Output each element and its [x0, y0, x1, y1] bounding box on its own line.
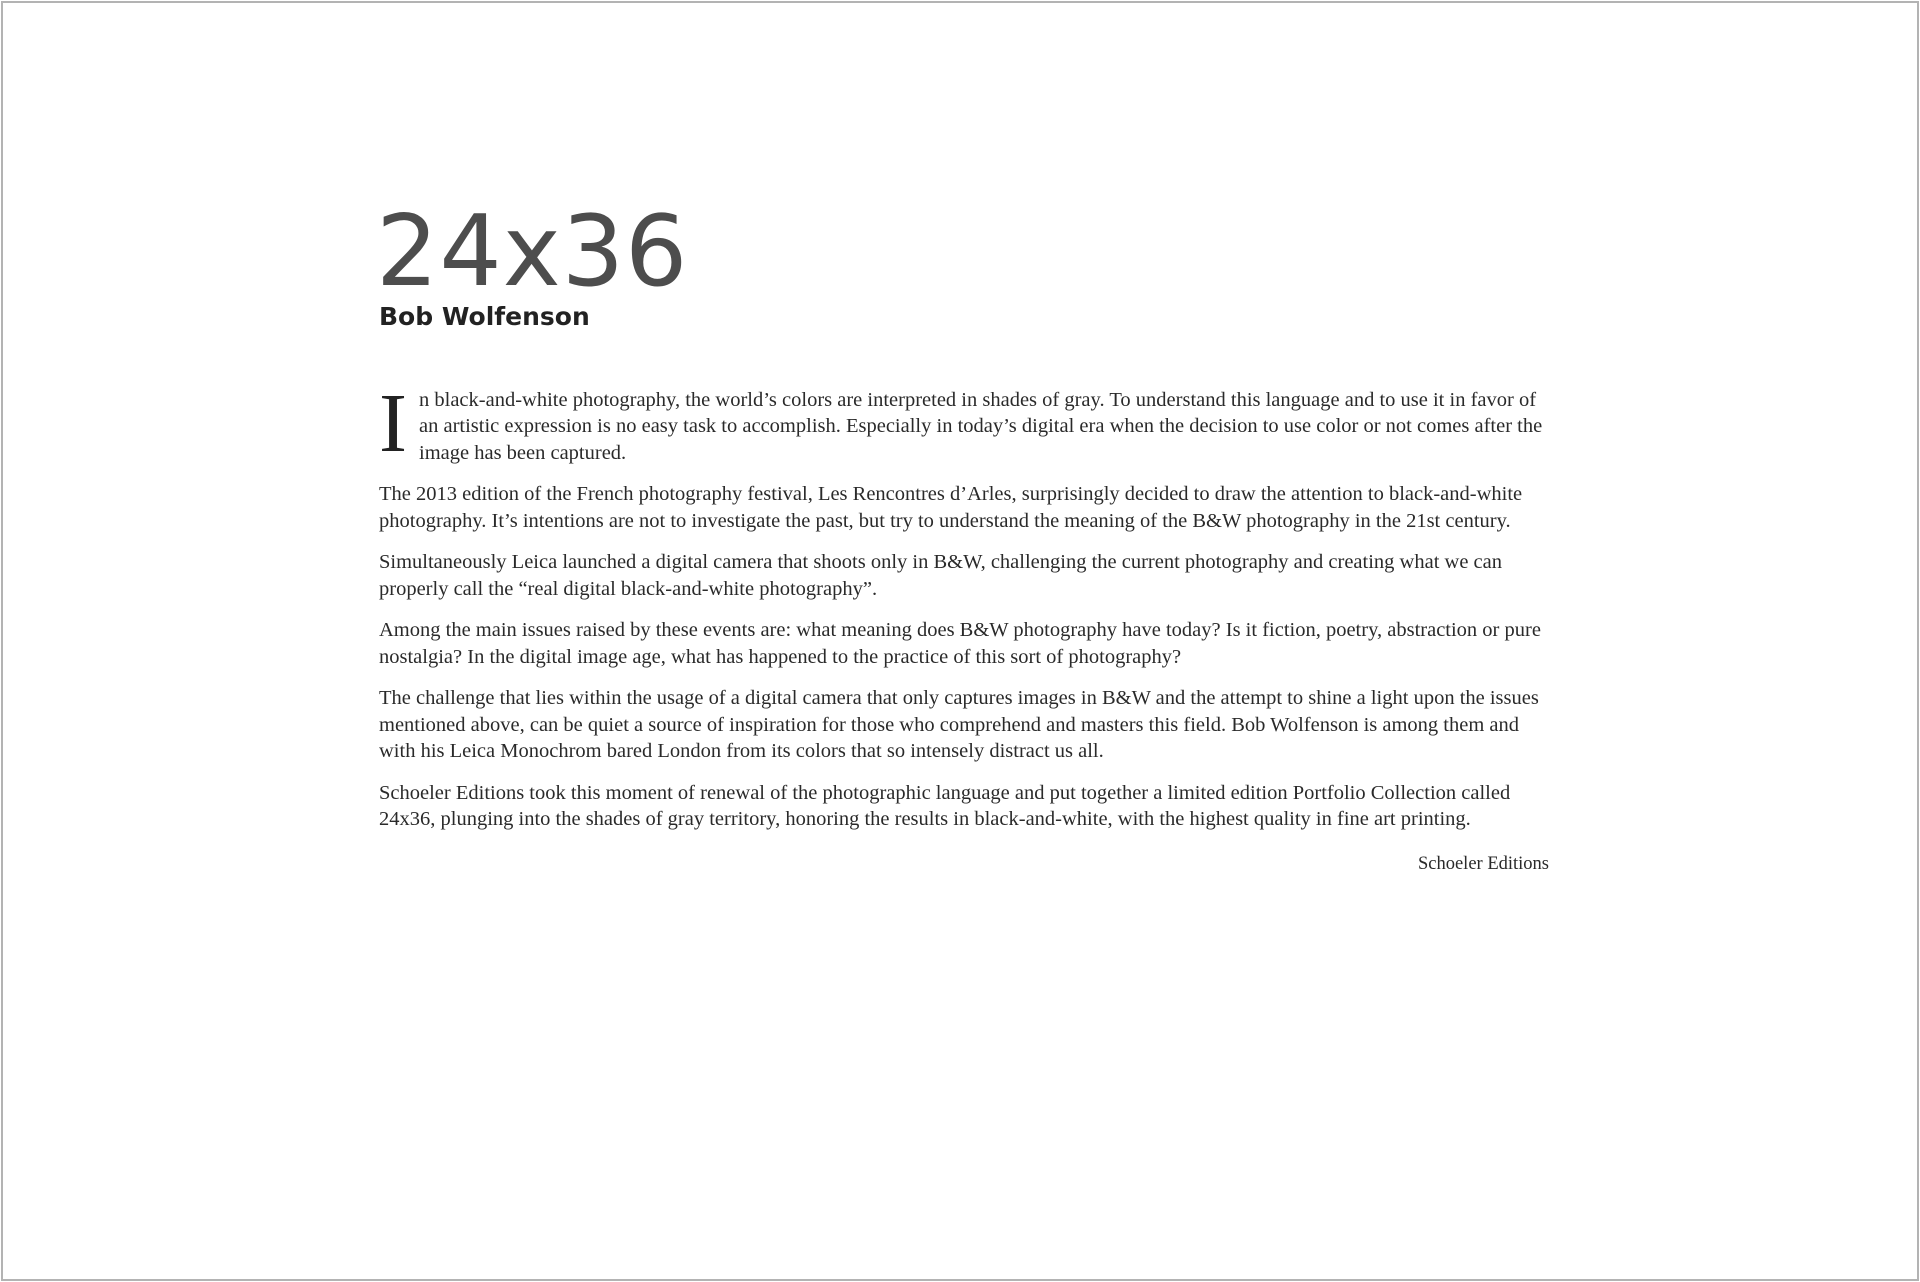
paragraph-issues: Among the main issues raised by these events are: what meaning does B&W photography have today? Is it fiction, poetry, abstraction or pure nostalgia? In the digital image age, what has happened to the practice of this sort of photography?	[379, 619, 1541, 668]
signature: Schoeler Editions	[1417, 853, 1549, 874]
paragraph-schoeler: Schoeler Editions took this moment of renewal of the photographic language and put together a limited edition Portfolio Collection called 24x36, plunging into the shades of gray territory, honoring the results in black-and-white, with the highest quality in fine art printing.	[379, 781, 1511, 830]
paragraph-arles: The 2013 edition of the French photography festival, Les Rencontres d’Arles, surprisingly decided to draw the attention to black-and-white photography. It’s intentions are not to investigate the past, but try to understand the meaning of the B&W photography in the 21st century.	[379, 483, 1523, 532]
document-title: 24x36	[376, 195, 689, 309]
intro-paragraph-text: n black-and-white photography, the world’s colors are interpreted in shades of gray. To understand this language and to use it in favor of an artistic expression is no easy task to accomplish. Especially in today’s digital era when the decision to use color or not comes after the image has been captured.	[419, 388, 1543, 464]
intro-paragraph	[379, 376, 1549, 470]
page-frame	[1, 1, 1919, 1281]
body-text	[379, 376, 1549, 833]
paragraph-leica: Simultaneously Leica launched a digital camera that shoots only in B&W, challenging the current photography and creating what we can properly call the “real digital black-and-white photography”.	[379, 551, 1502, 600]
drop-cap-letter: I	[379, 376, 407, 470]
document-content	[376, 195, 1549, 875]
paragraph-challenge: The challenge that lies within the usage of a digital camera that only captures images in B&W and the attempt to shine a light upon the issues mentioned above, can be quiet a source of inspiration for those who comprehend and masters this field. Bob Wolfenson is among them and with his Leica Monochrom bared London from its colors that so intensely distract us all.	[379, 687, 1539, 762]
author-name: Bob Wolfenson	[379, 302, 590, 331]
